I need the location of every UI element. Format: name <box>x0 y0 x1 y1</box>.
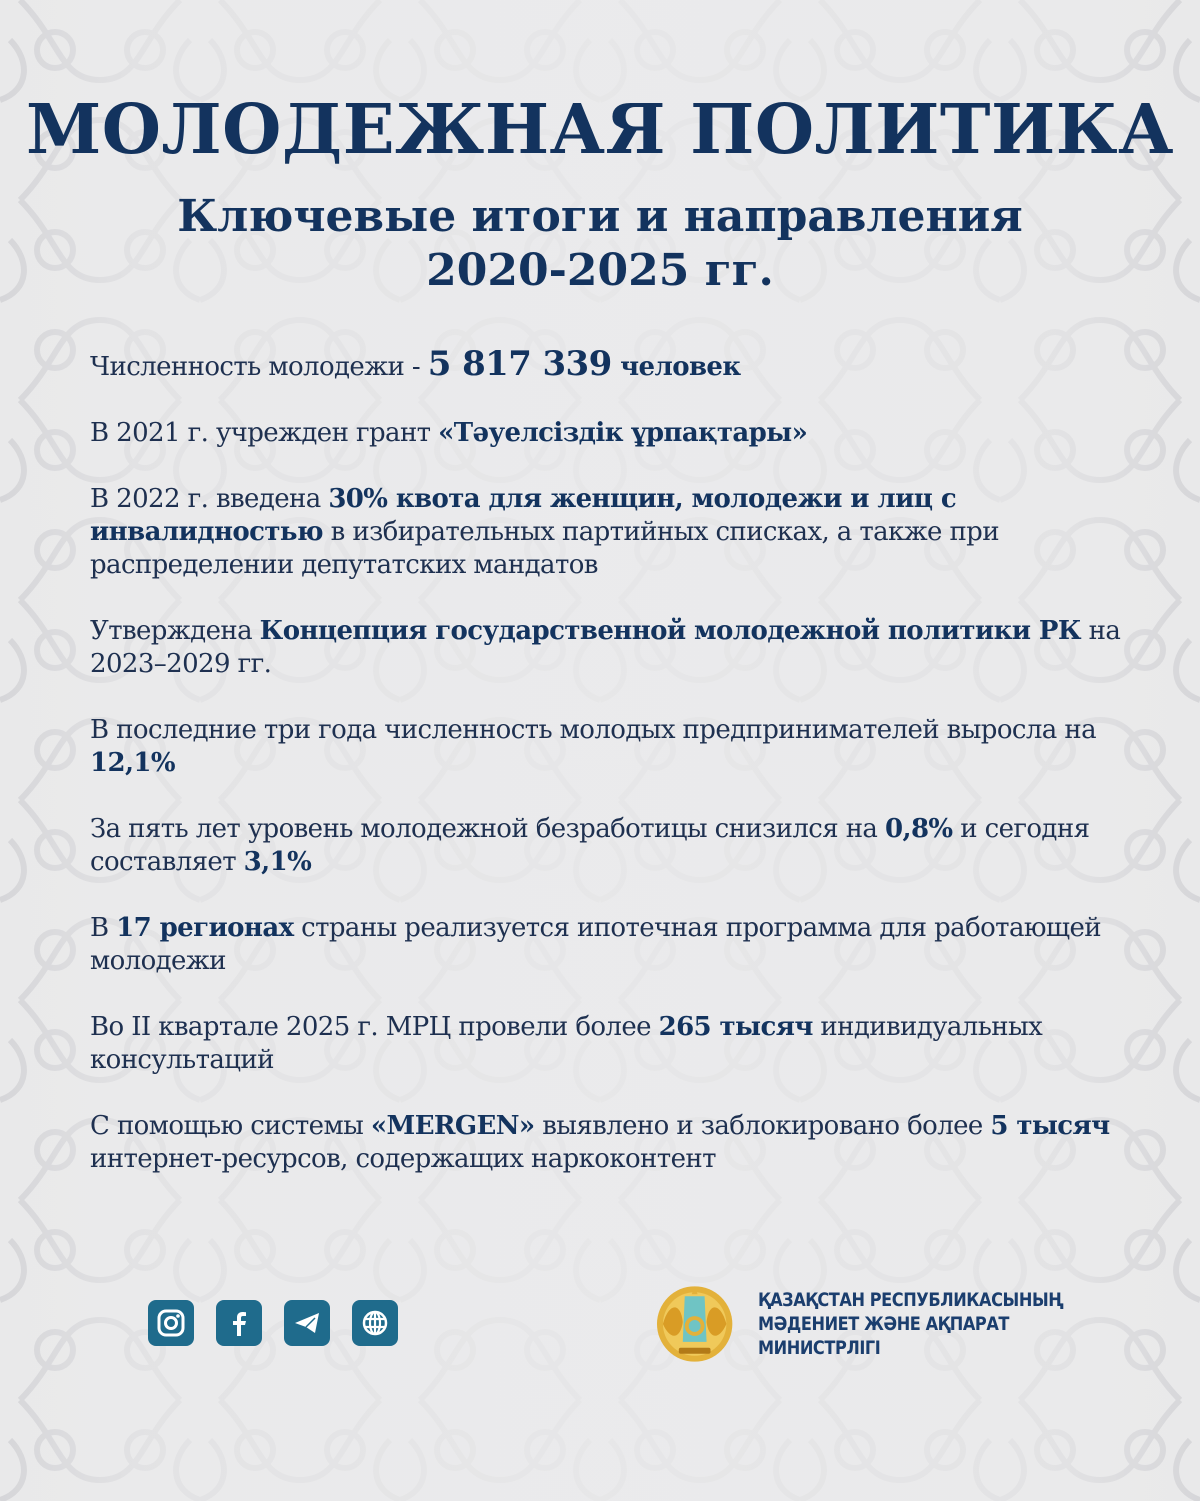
fact-highlight: 5 тысяч <box>990 1111 1110 1141</box>
fact-text: Численность молодежи - <box>90 352 428 382</box>
fact-item <box>90 344 1160 384</box>
instagram-icon <box>156 1308 186 1338</box>
telegram-button[interactable] <box>284 1300 330 1346</box>
facebook-button[interactable] <box>216 1300 262 1346</box>
fact-highlight: «Тәуелсіздік ұрпақтары» <box>438 418 808 448</box>
fact-item <box>90 615 1160 681</box>
fact-text: Утверждена <box>90 616 260 646</box>
fact-text: выявлено и заблокировано более <box>534 1111 991 1141</box>
instagram-button[interactable] <box>148 1300 194 1346</box>
fact-highlight: 265 тысяч <box>658 1012 813 1042</box>
fact-text: С помощью системы <box>90 1111 371 1141</box>
fact-highlight: 5 817 339 <box>427 344 612 384</box>
fact-text: За пять лет уровень молодежной безработицы снизился на <box>90 814 885 844</box>
ministry-name <box>758 1288 1133 1360</box>
globe-icon <box>360 1308 390 1338</box>
fact-text: В последние три года численность молодых предпринимателей выросла на <box>90 715 1096 745</box>
fact-text: страны реализуется ипотечная программа для работающей молодежи <box>90 913 1101 976</box>
fact-text: индивидуальных консультаций <box>90 1012 1043 1075</box>
facts-list <box>90 344 1160 1209</box>
fact-highlight: человек <box>611 352 741 382</box>
fact-highlight: 12,1% <box>90 748 176 778</box>
fact-text: в избирательных партийных списках, а также при распределении депутатских мандатов <box>90 517 999 580</box>
ministry-name-line-1: ҚАЗАҚСТАН РЕСПУБЛИКАСЫНЫҢ <box>758 1289 1064 1311</box>
fact-highlight: 3,1% <box>243 847 312 877</box>
fact-item <box>90 1110 1160 1176</box>
fact-highlight: 17 регионах <box>116 913 294 943</box>
fact-text: В 2022 г. введена <box>90 484 329 514</box>
fact-item <box>90 483 1160 582</box>
subtitle-line-1: Ключевые итоги и направления <box>177 191 1023 242</box>
fact-highlight: 0,8% <box>885 814 953 844</box>
facebook-icon <box>224 1308 254 1338</box>
subtitle-line-2: 2020-2025 гг. <box>426 245 774 296</box>
fact-text: интернет-ресурсов, содержащих наркоконтент <box>90 1144 716 1174</box>
ministry-logo <box>655 1282 1200 1366</box>
telegram-icon <box>292 1308 322 1338</box>
fact-highlight: Концепция государственной молодежной политики РК <box>259 616 1081 646</box>
fact-item <box>90 813 1160 879</box>
fact-highlight: 30% квота для женщин, молодежи и лиц с инвалидностью <box>90 484 957 547</box>
fact-highlight: «MERGEN» <box>370 1111 535 1141</box>
fact-text: Во II квартале 2025 г. МРЦ провели более <box>90 1012 659 1042</box>
fact-item <box>90 912 1160 978</box>
website-button[interactable] <box>352 1300 398 1346</box>
fact-text: и сегодня составляет <box>90 814 1090 877</box>
fact-text: на 2023–2029 гг. <box>90 616 1121 679</box>
page-subtitle <box>0 190 1200 298</box>
fact-text: В 2021 г. учрежден грант <box>90 418 439 448</box>
social-links <box>148 1300 398 1346</box>
page-title: МОЛОДЕЖНАЯ ПОЛИТИКА <box>25 90 1175 170</box>
fact-item <box>90 1011 1160 1077</box>
fact-item <box>90 417 1160 450</box>
kazakhstan-emblem-icon <box>655 1282 734 1366</box>
ministry-name-line-2: МӘДЕНИЕТ ЖӘНЕ АҚПАРАТ МИНИСТРЛІГІ <box>758 1313 1010 1359</box>
fact-text: В <box>90 913 117 943</box>
fact-item <box>90 714 1160 780</box>
